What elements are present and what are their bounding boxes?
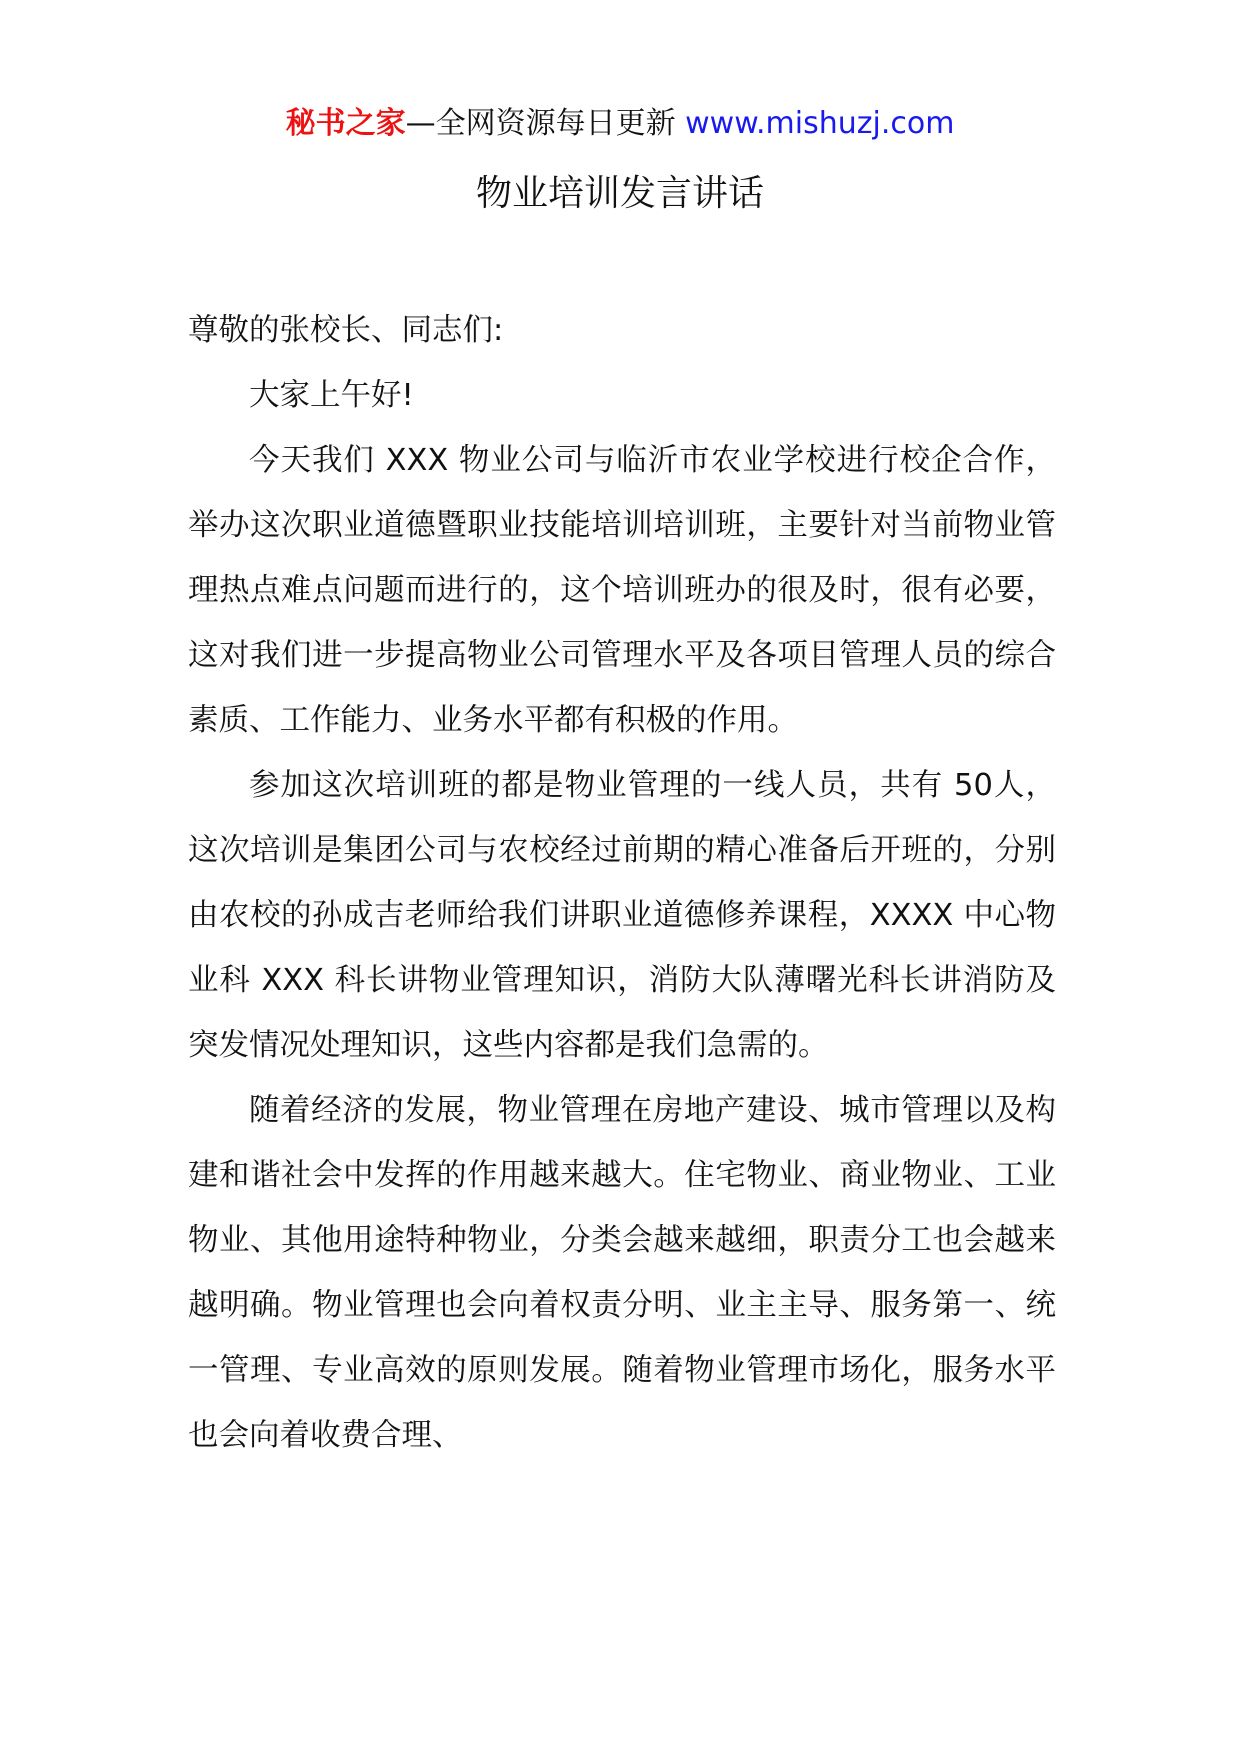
- brand-name: 秘书之家: [285, 106, 406, 141]
- body-paragraph: 参加这次培训班的都是物业管理的一线人员，共有 50人，这次培训是集团公司与农校经过前期的精心准备后开班的，分别由农校的孙成吉老师给我们讲职业道德修养课程，XXXX 中心物业科 XXX 科长讲物业管理知识，消防大队薄曙光科长讲消防及突发情况处理知识，这些内容都是我们急需的。: [188, 768, 1056, 1063]
- site-header: [0, 104, 1240, 144]
- body-paragraph: 随着经济的发展，物业管理在房地产建设、城市管理以及构建和谐社会中发挥的作用越来越大。住宅物业、商业物业、工业物业、其他用途特种物业，分类会越来越细，职责分工也会越来越明确。物业管理也会向着权责分明、业主主导、服务第一、统一管理、专业高效的原则发展。随着物业管理市场化，服务水平也会向着收费合理、: [188, 1093, 1056, 1453]
- body-paragraph: 今天我们 XXX 物业公司与临沂市农业学校进行校企合作，举办这次职业道德暨职业技能培训培训班，主要针对当前物业管理热点难点问题而进行的，这个培训班办的很及时，很有必要，这对我们进一步提高物业公司管理水平及各项目管理人员的综合素质、工作能力、业务水平都有积极的作用。: [188, 443, 1056, 738]
- site-url-link[interactable]: www.mishuzj.com: [685, 106, 955, 141]
- greeting: 大家上午好!: [249, 378, 414, 413]
- header-slogan: —全网资源每日更新: [405, 106, 676, 141]
- salutation: 尊敬的张校长、同志们:: [188, 313, 504, 348]
- document-body: [188, 298, 1056, 1468]
- document-title: 物业培训发言讲话: [475, 173, 764, 214]
